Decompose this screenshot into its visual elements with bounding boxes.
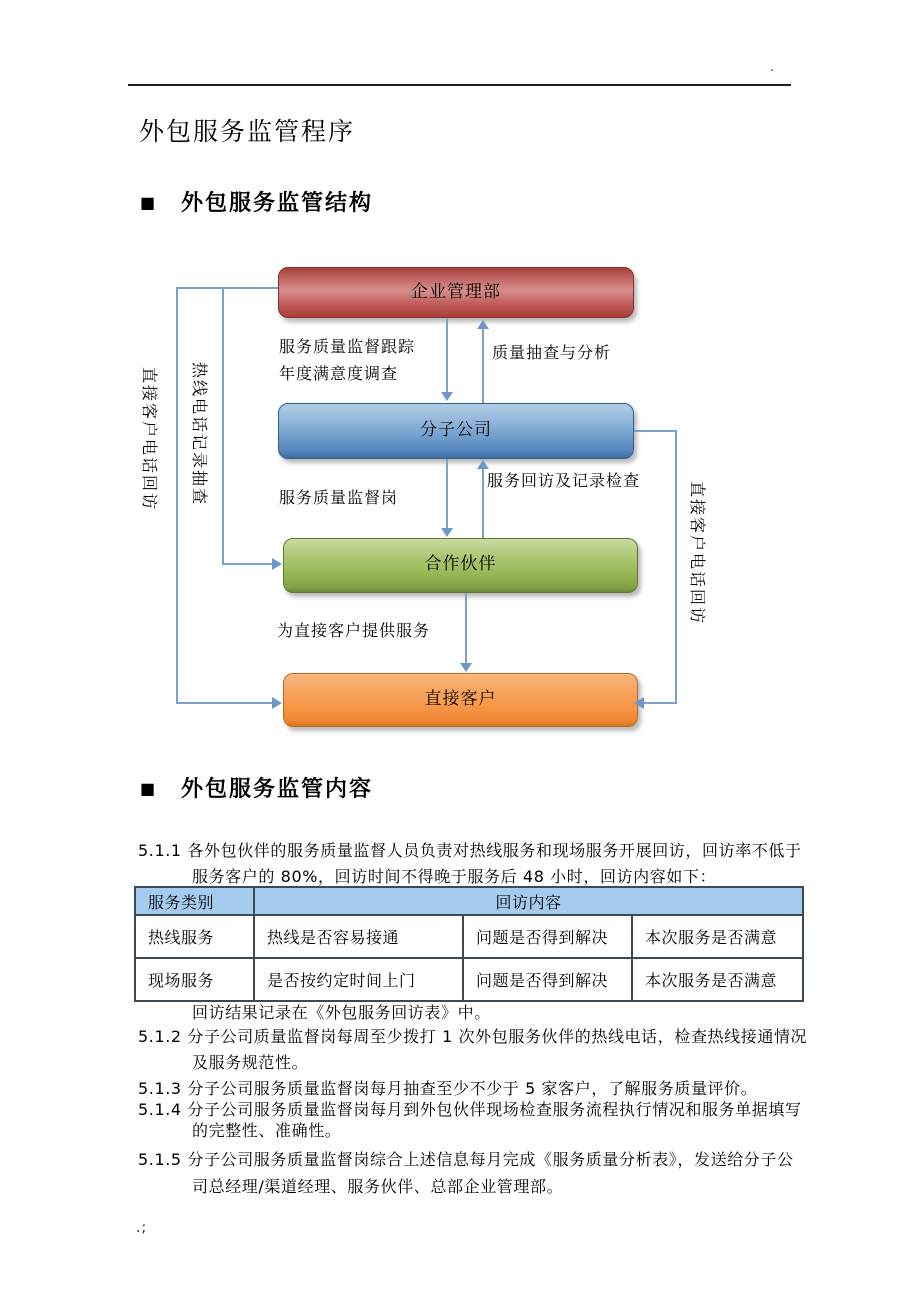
connector-line — [482, 469, 484, 538]
section-bullet-icon: ■ — [140, 779, 156, 798]
connector-line — [675, 430, 677, 704]
edge-label-left-outer-vertical: 直接客户电话回访 — [140, 366, 159, 511]
connector-line — [176, 702, 272, 704]
footer-mark: .; — [136, 1220, 148, 1236]
connector-line — [446, 318, 448, 394]
page-title: 外包服务监管程序 — [139, 117, 356, 146]
review-content-table — [134, 886, 804, 1002]
header-rule — [128, 84, 791, 86]
edge-label-right-vertical: 直接客户电话回访 — [688, 480, 707, 625]
connector-line — [446, 459, 448, 529]
table-cell: 问题是否得到解决 — [463, 958, 632, 1001]
table-note: 回访结果记录在《外包服务回访表》中。 — [192, 1003, 491, 1022]
connector-line — [644, 702, 677, 704]
edge-label-supervision-post: 服务质量监督岗 — [279, 488, 399, 507]
node-label: 直接客户 — [424, 689, 497, 709]
paragraph-5-1-4-line1: 5.1.4 分子公司服务质量监督岗每月到外包伙伴现场检查服务流程执行情况和服务单据填写 — [138, 1100, 802, 1119]
connector-line — [176, 287, 178, 704]
table-cell: 现场服务 — [135, 958, 254, 1001]
diagram-node-management — [278, 267, 634, 318]
connector-line — [222, 288, 224, 564]
connector-line — [176, 287, 278, 289]
diagram-node-customer — [283, 673, 638, 727]
connector-line — [465, 593, 467, 664]
paragraph-5-1-1-line2: 服务客户的 80%，回访时间不得晚于服务后 48 小时，回访内容如下： — [192, 867, 717, 886]
table-cell: 本次服务是否满意 — [632, 915, 803, 958]
node-label: 合作伙伴 — [424, 554, 497, 574]
edge-label-quality-sampling: 质量抽查与分析 — [492, 343, 612, 362]
table-row — [135, 915, 803, 958]
node-label: 企业管理部 — [411, 282, 501, 302]
paragraph-5-1-1-line1: 5.1.1 各外包伙伴的服务质量监督人员负责对热线服务和现场服务开展回访，回访率不低于 — [138, 841, 802, 860]
diagram-node-subsidiary — [278, 403, 634, 459]
arrowhead-up-icon — [477, 320, 489, 329]
node-label: 分子公司 — [420, 420, 492, 440]
corner-mark: · — [770, 64, 775, 79]
paragraph-5-1-2-line1: 5.1.2 分子公司质量监督岗每周至少拨打 1 次外包服务伙伴的热线电话，检查热线接通情况 — [138, 1027, 808, 1046]
paragraph-5-1-5-line1: 5.1.5 分子公司服务质量监督岗综合上述信息每月完成《服务质量分析表》，发送给分子公 — [138, 1150, 794, 1169]
paragraph-5-1-2-line2: 及服务规范性。 — [192, 1053, 309, 1072]
arrowhead-left-icon — [634, 697, 644, 709]
paragraph-5-1-4-line2: 的完整性、准确性。 — [192, 1121, 342, 1140]
edge-label-survey: 年度满意度调查 — [279, 364, 399, 383]
section-heading-content: 外包服务监管内容 — [181, 777, 374, 802]
table-header-review-content: 回访内容 — [254, 887, 803, 915]
section-heading-structure: 外包服务监管结构 — [181, 191, 374, 216]
edge-label-left-inner-vertical: 热线电话记录抽查 — [190, 361, 209, 506]
edge-label-track: 服务质量监督跟踪 — [279, 337, 416, 356]
connector-line — [482, 329, 484, 403]
edge-label-visit-record-check: 服务回访及记录检查 — [487, 471, 641, 490]
connector-line — [222, 563, 272, 565]
table-header-service-type: 服务类别 — [135, 887, 254, 915]
arrowhead-down-icon — [441, 392, 453, 401]
table-header-row — [135, 887, 803, 915]
table-row — [135, 958, 803, 1001]
arrowhead-down-icon — [460, 663, 472, 672]
arrowhead-down-icon — [441, 528, 453, 537]
edge-label-provide-service: 为直接客户提供服务 — [277, 621, 431, 640]
section-bullet-icon: ■ — [140, 193, 156, 212]
arrowhead-right-icon — [272, 697, 282, 709]
connector-line — [634, 430, 677, 432]
diagram-node-partner — [283, 538, 638, 593]
paragraph-5-1-5-line2: 司总经理/渠道经理、服务伙伴、总部企业管理部。 — [192, 1177, 564, 1196]
table-cell: 问题是否得到解决 — [463, 915, 632, 958]
table-cell: 热线服务 — [135, 915, 254, 958]
table-cell: 热线是否容易接通 — [254, 915, 463, 958]
table-cell: 本次服务是否满意 — [632, 958, 803, 1001]
table-cell: 是否按约定时间上门 — [254, 958, 463, 1001]
paragraph-5-1-3: 5.1.3 分子公司服务质量监督岗每月抽查至少不少于 5 家客户，了解服务质量评价。 — [138, 1079, 758, 1098]
arrowhead-right-icon — [272, 558, 282, 570]
